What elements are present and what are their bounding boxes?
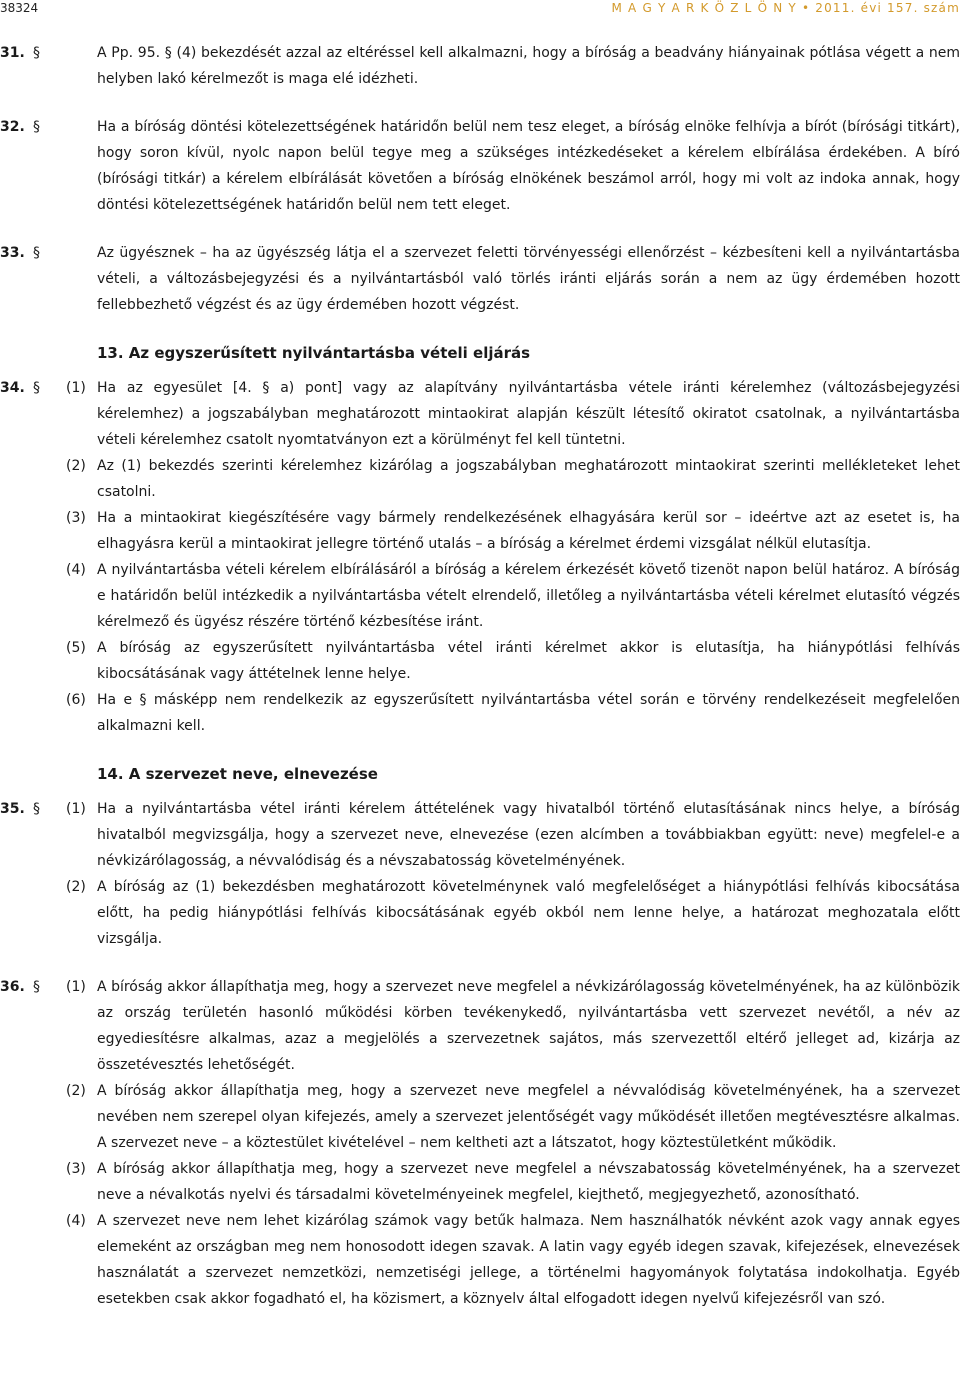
section-33 (0, 240, 960, 318)
section-number: 36. (0, 979, 25, 995)
subsection-number: (1) (66, 801, 86, 817)
section-text: Ha a bíróság döntési kötelezettségének határidőn belül nem tesz eleget, a bíróság elnöke felhívja a bírót (bírósági titkárt), hogy soron kívül, nyolc napon belül tegye meg a szükséges intézkedéseket a kérelem elbírálása érdekében. A bíró (bírósági titkár) a kérelem elbírálását követően a bíróság elnökének beszámol arról, hogy mi volt az indoka annak, hogy döntési kötelezettségének határidőn belül nem tett eleget. (97, 119, 960, 213)
section-number: 33. (0, 245, 25, 261)
subsection-text: A bíróság az (1) bekezdésben meghatározott követelménynek való megfelelőséget a hiánypótlási felhívás kibocsátása előtt, ha pedig hiánypótlási felhívás kibocsátásának egyéb okból nem lenne helye, a határozat meghozatala előtt vizsgálja. (97, 879, 960, 947)
section-32 (0, 114, 960, 218)
section-sign: § (33, 45, 40, 61)
journal-title: M A G Y A R K Ö Z L Ö N Y • 2011. évi 157. szám (611, 1, 960, 15)
subsection-text: A bíróság akkor állapíthatja meg, hogy a szervezet neve megfelel a névszabatosság követelményének, ha a szervezet neve a névalkotás nyelvi és társadalmi követelményeinek megfelel, kiejthető, megjegyezhető, azonosítható. (97, 1161, 960, 1203)
subsection-number: (6) (66, 692, 86, 708)
subsection-number: (5) (66, 640, 86, 656)
section-sign: § (33, 245, 40, 261)
subsection-number: (1) (66, 979, 86, 995)
subsection-text: Ha e § másképp nem rendelkezik az egyszerűsített nyilvántartásba vétel során e törvény rendelkezéseit megfelelően alkalmazni kell. (97, 692, 960, 734)
section-34-item-1 (0, 375, 960, 453)
section-35-item-2 (0, 874, 960, 952)
section-34-item-4 (0, 557, 960, 635)
subsection-number: (1) (66, 380, 86, 396)
subsection-number: (4) (66, 1213, 86, 1229)
subsection-number: (2) (66, 1083, 86, 1099)
section-text: A Pp. 95. § (4) bekezdését azzal az eltéréssel kell alkalmazni, hogy a bíróság a beadvány hiányainak pótlása végett a nem helyben lakó kérelmezőt is maga elé idézheti. (97, 45, 960, 87)
page-number: 38324 (0, 1, 39, 15)
subsection-text: A bíróság akkor állapíthatja meg, hogy a szervezet neve megfelel a névvalódiság követelményének, ha a szervezet nevében nem szerepel olyan kifejezés, amely a szervezet jelentőségét vagy működését illetően megtévesztésre alkalmas. A szervezet neve – a köztestület kivételével – nem keltheti azt a látszatot, hogy köztestületként működik. (97, 1083, 960, 1151)
section-number: 32. (0, 119, 25, 135)
section-sign: § (33, 979, 40, 995)
section-number: 35. (0, 801, 25, 817)
section-sign: § (33, 119, 40, 135)
section-number: 34. (0, 380, 25, 396)
subsection-text: A bíróság az egyszerűsített nyilvántartásba vétel iránti kérelmet akkor is elutasítja, ha hiánypótlási felhívás kibocsátásának vagy áttételnek lenne helye. (97, 640, 960, 682)
document-body (0, 40, 960, 1312)
subsection-text: A bíróság akkor állapíthatja meg, hogy a szervezet neve megfelel a névkizárólagosság követelményének, ha az különbözik az ország területén hasonló működési körben tevékenykedő, nyilvántartásba vett szervezet nevétől, a név az egyediesítésre alkalmas, azaz a megjelölés a szervezetnek sajátos, más szervezettől eltérő jelleget ad, kizárja az összetévesztés lehetőségét. (97, 979, 960, 1073)
subtitle-13: 13. Az egyszerűsített nyilvántartásba vételi eljárás (97, 344, 531, 362)
section-36-item-2 (0, 1078, 960, 1156)
subsection-text: Ha az egyesület [4. § a) pont] vagy az alapítvány nyilvántartásba vétele iránti kérelemhez (változásbejegyzési kérelemhez) a jogszabályban meghatározott mintaokirat alapján készült létesítő okiratot csatolnak, a nyilvántartásba vételi kérelemhez csatolt nyomtatványon ezt a körülményt fel kell tüntetni. (97, 380, 960, 448)
section-sign: § (33, 380, 40, 396)
section-34-item-2 (0, 453, 960, 505)
subsection-text: Az (1) bekezdés szerinti kérelemhez kizárólag a jogszabályban meghatározott mintaokirat szerinti mellékleteket lehet csatolni. (97, 458, 960, 500)
subsection-number: (4) (66, 562, 86, 578)
page-header (0, 0, 960, 22)
subsection-text: Ha a mintaokirat kiegészítésére vagy bármely rendelkezésének elhagyására kerül sor – ideértve azt az esetet is, ha elhagyásra kerül a mintaokirat jellegre történő utalás – a bíróság a kérelmet érdemi vizsgálat nélkül elutasítja. (97, 510, 960, 552)
section-35-item-1 (0, 796, 960, 874)
subsection-number: (2) (66, 458, 86, 474)
section-31 (0, 40, 960, 92)
subsection-number: (3) (66, 510, 86, 526)
subsection-text: A nyilvántartásba vételi kérelem elbírálásáról a bíróság a kérelem érkezését követő tizenöt napon belül határoz. A bíróság e határidőn belül intézkedik a nyilvántartásba vételt elrendelő, illetőleg a nyilvántartásba vételi kérelmet elutasító végzés kérelmező és ügyész részére történő kézbesítése iránt. (97, 562, 960, 630)
section-34-item-6 (0, 687, 960, 739)
section-34-item-5 (0, 635, 960, 687)
subsection-number: (3) (66, 1161, 86, 1177)
subsection-text: Ha a nyilvántartásba vétel iránti kérelem áttételének vagy hivatalból történő elutasításának nincs helye, a bíróság hivatalból megvizsgálja, hogy a szervezet neve, elnevezése (ezen alcímben a továbbiakban együtt: neve) megfelel-e a névkizárólagosság, a névvalódiság és a névszabatosság követelményének. (97, 801, 960, 869)
section-36-item-4 (0, 1208, 960, 1312)
section-sign: § (33, 801, 40, 817)
section-36-item-1 (0, 974, 960, 1078)
subsection-number: (2) (66, 879, 86, 895)
section-34-item-3 (0, 505, 960, 557)
subsection-text: A szervezet neve nem lehet kizárólag számok vagy betűk halmaza. Nem használhatók névként azok vagy annak egyes elemeként az országban meg nem honosodott idegen szavak. A latin vagy egyéb idegen szavak, kifejezések, elnevezések használatát a szervezet nemzetközi, nemzetiségi jellege, a történelmi hagyományok folytatása indokolhatja. Egyéb esetekben csak akkor fogadható el, ha közismert, a köznyelv által elfogadott idegen nyelvű kifejezésről van szó. (97, 1213, 960, 1307)
subtitle-14: 14. A szervezet neve, elnevezése (97, 765, 378, 783)
section-36-item-3 (0, 1156, 960, 1208)
section-number: 31. (0, 45, 25, 61)
section-text: Az ügyésznek – ha az ügyészség látja el a szervezet feletti törvényességi ellenőrzést – kézbesíteni kell a nyilvántartásba vételi, a változásbejegyzési és a nyilvántartásból való törlés iránti eljárás során a nem az ügy érdemében hozott fellebbezhető végzést és az ügy érdemében hozott végzést. (97, 245, 960, 313)
